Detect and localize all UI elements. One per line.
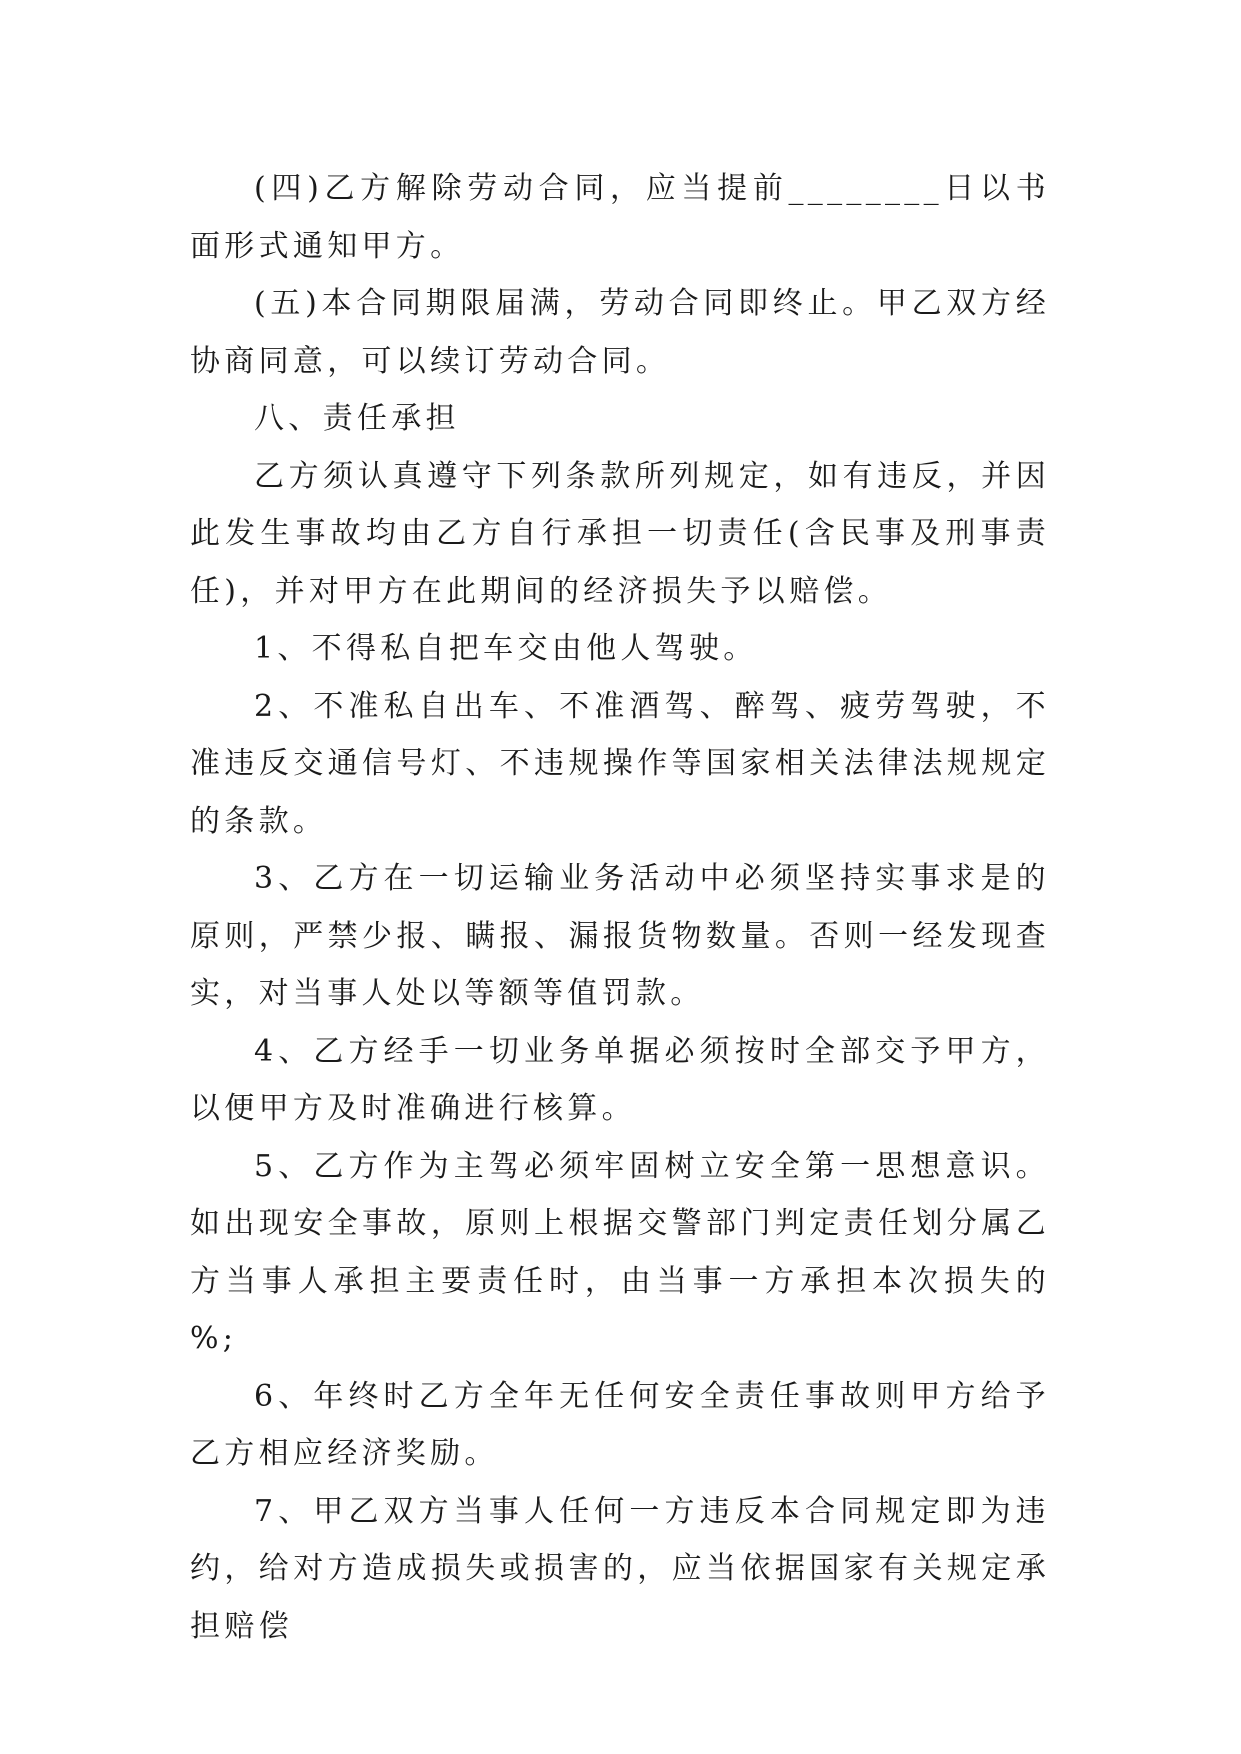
section-heading-liability: 八、责任承担 [254, 401, 460, 436]
clause-5: 5、乙方作为主驾必须牢固树立安全第一思想意识。如出现安全事故，原则上根据交警部门判定责任划分属乙方当事人承担主要责任时，由当事一方承担本次损失的 %; [190, 1148, 1050, 1356]
clause-2: 2、不准私自出车、不准酒驾、醉驾、疲劳驾驶，不准违反交通信号灯、不违规操作等国家相关法律法规规定的条款。 [190, 688, 1050, 839]
clause-6: 6、年终时乙方全年无任何安全责任事故则甲方给予乙方相应经济奖励。 [190, 1378, 1050, 1471]
clause-7: 7、甲乙双方当事人任何一方违反本合同规定即为违约，给对方造成损失或损害的，应当依据国家有关规定承担赔偿 [190, 1493, 1050, 1644]
document-body [190, 160, 1050, 1655]
paragraph-termination-notice: (四)乙方解除劳动合同，应当提前________日以书面形式通知甲方。 [190, 171, 1050, 264]
clause-1: 1、不得私自把车交由他人驾驶。 [254, 631, 758, 666]
paragraph-contract-expiry: (五)本合同期限届满，劳动合同即终止。甲乙双方经协商同意，可以续订劳动合同。 [190, 286, 1050, 379]
clause-4: 4、乙方经手一切业务单据必须按时全部交予甲方，以便甲方及时准确进行核算。 [190, 1033, 1050, 1126]
clause-3: 3、乙方在一切运输业务活动中必须坚持实事求是的原则，严禁少报、瞒报、漏报货物数量。否则一经发现查实，对当事人处以等额等值罚款。 [190, 861, 1050, 1011]
paragraph-liability-intro: 乙方须认真遵守下列条款所列规定，如有违反，并因此发生事故均由乙方自行承担一切责任(含民事及刑事责任)，并对甲方在此期间的经济损失予以赔偿。 [190, 458, 1050, 609]
